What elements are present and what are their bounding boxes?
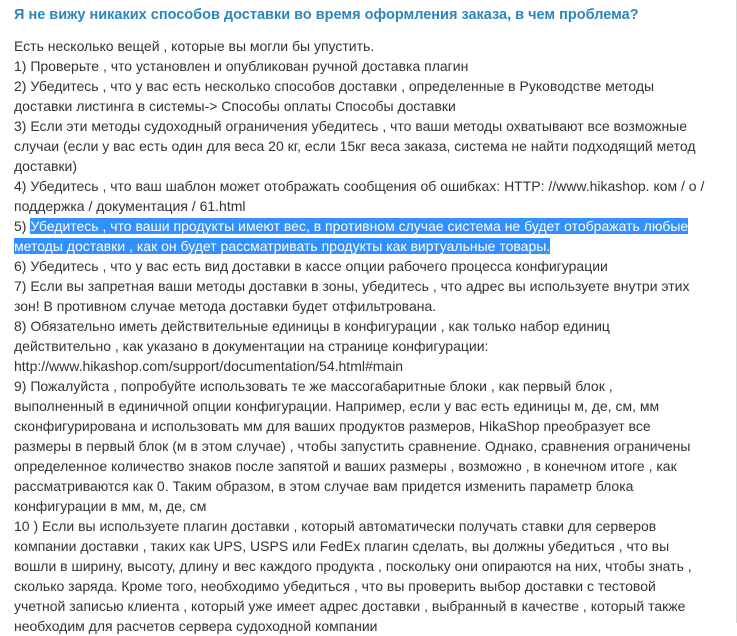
faq-question-title: Я не вижу никаких способов доставки во время оформления заказа, в чем проблема? — [14, 7, 639, 23]
answer-line: необходим для расчетов сервера судоходной компании — [14, 618, 378, 634]
answer-line: определенное количество знаков после запятой и ваших размеры , возможно , в конечном итоге , как — [14, 458, 677, 474]
selected-text[interactable]: Убедитесь , что ваши продукты имеют вес, в противном случае система не будет отображать любые — [30, 218, 689, 234]
answer-line: 2) Убедитесь , что у вас есть несколько способов доставки , определенные в Руководстве методы — [14, 78, 655, 94]
answer-line: доставки) — [14, 158, 78, 174]
faq-answer — [14, 36, 724, 636]
answer-line: 10 ) Если вы используете плагин доставки , который автоматически получать ставки для серверов — [14, 518, 657, 534]
answer-line: вошли в ширину, высоту, длину и вес каждого продукта , поскольку они опираются на них, чтобы знать , — [14, 558, 692, 574]
answer-line: размеры в первый блок (м в этом случае) , чтобы запустить сравнение. Однако, сравнения ограничены — [14, 438, 691, 454]
answer-line: 8) Обязательно иметь действительные единицы в конфигурации , как только набор единиц — [14, 318, 610, 334]
answer-line: выполненный в единичной опции конфигурации. Например, если у вас есть единицы м, де, см, мм — [14, 398, 660, 414]
highlight-prefix: 5) — [14, 218, 31, 234]
answer-line: учетной записью клиента , который уже имеет адрес доставки , выбранный в качестве , который также — [14, 598, 686, 614]
answer-line: поддержка / документация / 61.html — [14, 198, 246, 214]
faq-entry — [14, 6, 724, 636]
answer-line: 6) Убедитесь , что у вас есть вид доставки в кассе опции рабочего процесса конфигурации — [14, 258, 608, 274]
answer-line: действительно , как указано в документации на странице конфигурации: — [14, 338, 489, 354]
answer-line: случаи (если у вас есть один для веса 20 кг, если 15кг веса заказа, система не найти подходящий метод — [14, 138, 696, 154]
answer-line: конфигурации в мм, м, де, см — [14, 498, 207, 514]
answer-line: 4) Убедитесь , что ваш шаблон может отображать сообщения об ошибках: HTTP: //www.hikashop. ком / о / — [14, 178, 705, 194]
answer-line: 3) Если эти методы судоходный ограничения убедитесь , что ваши методы охватывают все возможные — [14, 118, 688, 134]
highlighted-line — [14, 236, 724, 256]
answer-line: доставки листинга в системы-> Способы оплаты Способы доставки — [14, 98, 456, 114]
answer-line: сконфигурирована и использовать мм для ваших продуктов размеров, HikaShop преобразует все — [14, 418, 651, 434]
answer-line: сколько заряда. Кроме того, необходимо убедиться , что вы проверить выбор доставки с тестовой — [14, 578, 656, 594]
selected-text[interactable]: методы доставки , как он будет рассматривать продукты как виртуальные товары. — [14, 238, 551, 254]
answer-line: http://www.hikashop.com/support/documentation/54.html#main — [14, 358, 404, 374]
answer-line: компании доставки , таких как UPS, USPS или FedEx плагин сделать, вы должны убедиться , что вы — [14, 538, 670, 554]
highlighted-line — [14, 216, 724, 236]
answer-line: 7) Если вы запретная ваши методы доставки в зоны, убедитесь , что адрес вы используете внутри этих — [14, 278, 690, 294]
answer-line: 9) Пожалуйста , попробуйте использовать те же массогабаритные блоки , как первый блок , — [14, 378, 613, 394]
answer-line: рассматриваются как 0. Таким образом, в этом случае вам придется изменить параметр блока — [14, 478, 634, 494]
answer-line: Есть несколько вещей , которые вы могли бы упустить. — [14, 38, 375, 54]
answer-line: зон! В противном случае метода доставки будет отфильтрована. — [14, 298, 437, 314]
answer-line: 1) Проверьте , что установлен и опубликован ручной доставка плагин — [14, 58, 469, 74]
